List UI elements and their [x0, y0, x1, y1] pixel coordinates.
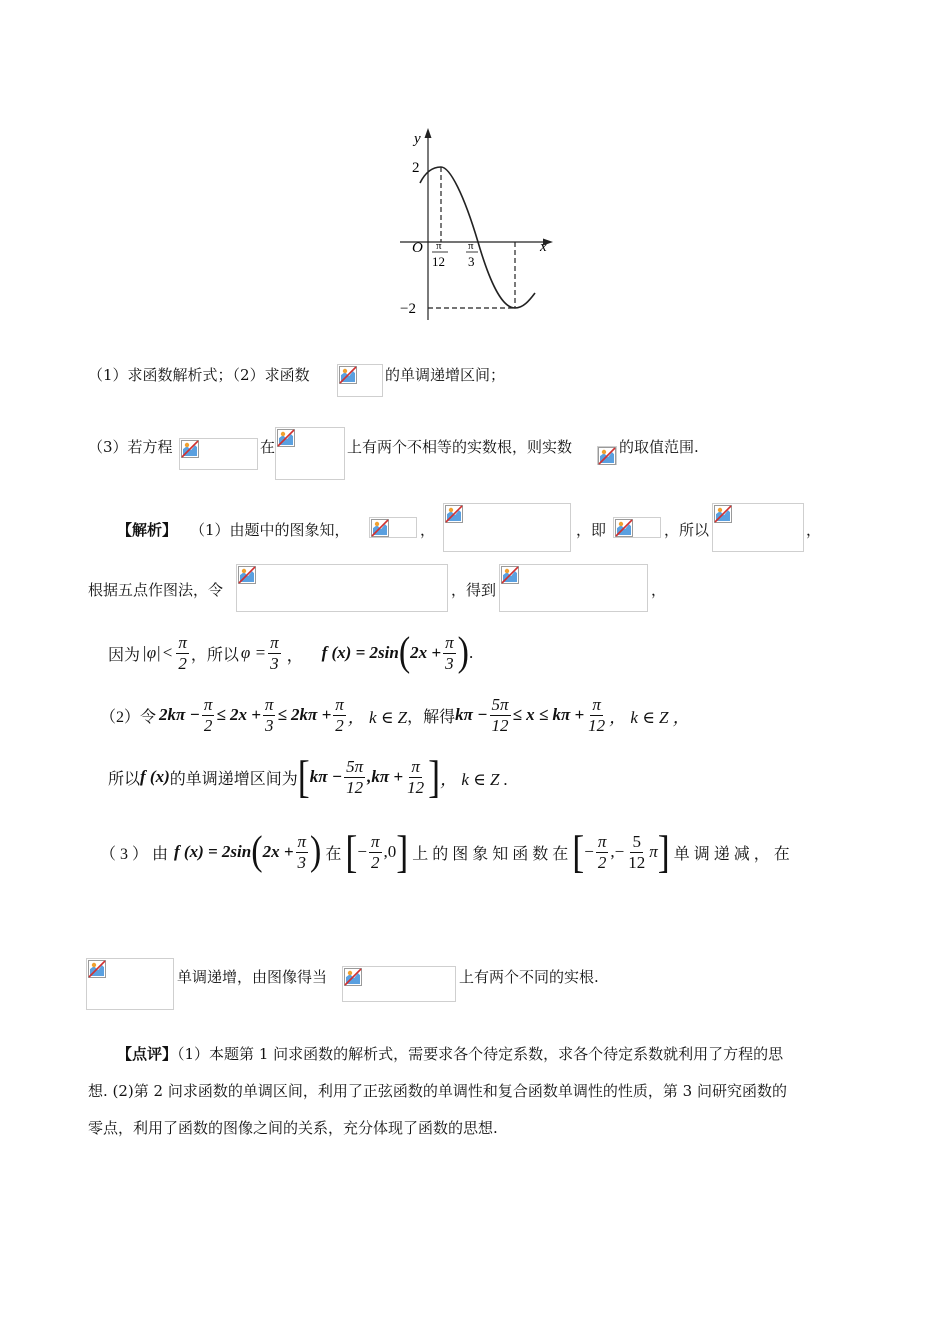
- question-1-2-text-a: （1）求函数解析式；（2）求函数: [88, 366, 310, 384]
- interval-sep: ,kπ +: [367, 767, 404, 786]
- frac-num: 5π: [346, 756, 364, 776]
- increasing-inequality-line: [100, 692, 690, 738]
- phi-conclusion-line: 因为 |φ| < $\frac{\pi}{2}$ ，所以 φ = $\frac{\pi}{3}$ ， f (x) = 2sin ( 2x + $\frac{\pi}{3}$ ) .: [108, 630, 474, 675]
- two-roots-text: 上有两个不同的实根.: [459, 968, 599, 986]
- frac-num: π: [297, 831, 307, 851]
- analysis-so: ，所以: [664, 521, 710, 539]
- ineq-b: ≤ 2x +: [216, 705, 261, 724]
- condition-image-placeholder: [342, 966, 456, 1002]
- so-text: ，所以: [190, 646, 239, 664]
- frac-num: π: [203, 694, 213, 714]
- comma: ，: [286, 645, 304, 665]
- frac-num: π: [597, 831, 607, 851]
- frac-num: π: [178, 632, 187, 652]
- zai-text: 在: [325, 845, 342, 863]
- frac-den: 3: [270, 653, 279, 673]
- frac-num: π: [335, 694, 344, 714]
- graph-knows-text: 上 的 图 象 知 函 数 在: [412, 845, 569, 863]
- ineq-e: ≤ x ≤ kπ +: [512, 705, 585, 724]
- question-1-2-text-b: 的单调递增区间；: [385, 366, 506, 384]
- tick-pi-12-den: 12: [432, 254, 445, 269]
- pi: π: [649, 842, 658, 861]
- tick-pi-3-den: 3: [468, 254, 475, 269]
- y-min-label: −2: [400, 301, 416, 317]
- neg5: ,−: [610, 842, 625, 861]
- inner-formula: 2x +: [410, 643, 442, 662]
- k-in-z: ， k ∈ Z .: [440, 769, 508, 789]
- part2-label: （2）令: [100, 708, 157, 726]
- frac-den: 2: [178, 653, 187, 673]
- frac-num: π: [445, 632, 454, 652]
- increasing-text: 单调递增，由图像得当: [177, 968, 328, 986]
- frac-den: 3: [445, 653, 454, 673]
- omega-image-placeholder: [712, 503, 804, 552]
- increasing-interval-line: 所以 f (x) 的单调递增区间为 [ kπ − $\frac{5\pi}{12}$ ,kπ + $\frac{\pi}{12}$ ] ， k ∈ Z .: [108, 752, 508, 802]
- frac-den: 12: [407, 777, 425, 797]
- interval-text: 的单调递增区间为: [169, 770, 298, 788]
- decreasing-text: 单 调 递 减 ， 在: [673, 845, 790, 863]
- fx-formula: f (x) = 2sin: [174, 842, 252, 861]
- part3-label: （ 3 ） 由: [100, 845, 169, 863]
- y-max-label: 2: [412, 160, 420, 176]
- phi-abs: |φ|: [142, 643, 161, 662]
- frac-num: π: [264, 694, 274, 714]
- variable-image-placeholder: [597, 446, 617, 465]
- frac-den: 2: [335, 715, 344, 735]
- frac-den: 2: [597, 852, 607, 872]
- analysis-then: ，即: [576, 521, 607, 539]
- origin-label: O: [412, 240, 423, 256]
- sine-curve: [420, 167, 535, 308]
- ineq-d: kπ −: [455, 705, 488, 724]
- frac-den: 12: [628, 852, 646, 872]
- frac-den: 12: [346, 777, 364, 797]
- frac-den: 3: [264, 715, 274, 735]
- frac-num: π: [370, 831, 380, 851]
- comment-block: [88, 1036, 868, 1147]
- so-text: 所以: [108, 770, 141, 788]
- equation-image-placeholder: [179, 438, 258, 470]
- comment-line-2: 想. (2)第 2 问求函数的单调区间，利用了正弦函数的单调性和复合函数单调性的性质，第 3 问研究函数的: [88, 1082, 787, 1100]
- fx-formula: f (x) = 2sin: [321, 643, 399, 662]
- fx: f (x): [140, 767, 170, 786]
- question-3-text-d: 的取值范围.: [619, 438, 699, 456]
- analysis-label: 【解析】: [117, 521, 178, 539]
- x-axis-label: x: [540, 239, 547, 255]
- frac-den: 3: [297, 852, 307, 872]
- amplitude-image-placeholder: [369, 517, 417, 538]
- frac-den: 2: [370, 852, 380, 872]
- analysis-comma: ，: [420, 521, 436, 539]
- zero: ,0: [383, 842, 397, 861]
- increasing-interval-image-placeholder: [86, 958, 174, 1010]
- frac-den: 12: [588, 715, 606, 735]
- frac-num: 5: [632, 831, 641, 851]
- question-3-text-b: 在: [260, 438, 276, 456]
- five-point-end: ，: [651, 581, 667, 599]
- solve-text: ，解得: [407, 708, 456, 726]
- interval-left: kπ −: [309, 767, 343, 786]
- formula-image-placeholder: [337, 364, 383, 397]
- frac-den: 2: [203, 715, 213, 735]
- interval-image-placeholder: [275, 427, 345, 480]
- k-in-z-2: ， k ∈ Z ，: [609, 707, 690, 727]
- period-image-placeholder: [443, 503, 571, 552]
- five-point-get: ，得到: [451, 581, 497, 599]
- frac-num: π: [592, 694, 601, 714]
- lt-sign: <: [162, 643, 173, 662]
- ineq-a: 2kπ −: [159, 705, 200, 724]
- because-text: 因为: [108, 646, 141, 664]
- decreasing-line: （ 3 ） 由 f (x) = 2sin ( 2x + $\frac{\pi}{3}$ ) 在 [ − $\frac{\pi}{2}$ ,0 ] 上 的 图 象 知 函 数 在 [ − $\frac{\pi}{2}$ ,− $\frac{5}{12}$ π ] 单 调 递 减 ， 在: [100, 827, 790, 877]
- comment-line-3: 零点，利用了函数的图像之间的关系，充分体现了函数的思想.: [88, 1119, 498, 1137]
- neg: −: [357, 842, 367, 861]
- period-value-image-placeholder: [613, 517, 661, 538]
- analysis-end-comma: ，: [806, 521, 822, 539]
- neg: −: [584, 842, 594, 861]
- y-axis-label: y: [414, 131, 421, 147]
- phi-image-placeholder: [499, 564, 648, 612]
- comment-line-1: （1）本题第 1 问求函数的解析式，需要求各个待定系数，求各个待定系数就利用了方程的思: [177, 1045, 784, 1063]
- frac-den: 12: [491, 715, 509, 735]
- inner-formula: 2x +: [262, 842, 294, 861]
- function-graph: [390, 125, 570, 325]
- tick-pi-3-num: π: [468, 240, 474, 252]
- tick-pi-12-num: π: [436, 240, 442, 252]
- frac-num: π: [270, 632, 279, 652]
- ineq-c: ≤ 2kπ +: [277, 705, 332, 724]
- k-in-z: ， k ∈ Z: [347, 707, 408, 727]
- analysis-text-a: （1）由题中的图象知，: [190, 521, 350, 539]
- phi-eq: φ =: [240, 643, 267, 662]
- question-3-text-a: （3）若方程: [88, 438, 173, 456]
- frac-num: π: [411, 756, 420, 776]
- y-axis-arrow: [425, 128, 432, 138]
- five-point-image-placeholder: [236, 564, 448, 612]
- five-point-text: 根据五点作图法，令: [88, 581, 224, 599]
- frac-num: 5π: [491, 694, 509, 714]
- comment-label: 【点评】: [117, 1045, 178, 1063]
- question-3-text-c: 上有两个不相等的实数根，则实数: [347, 438, 573, 456]
- period: .: [468, 643, 474, 662]
